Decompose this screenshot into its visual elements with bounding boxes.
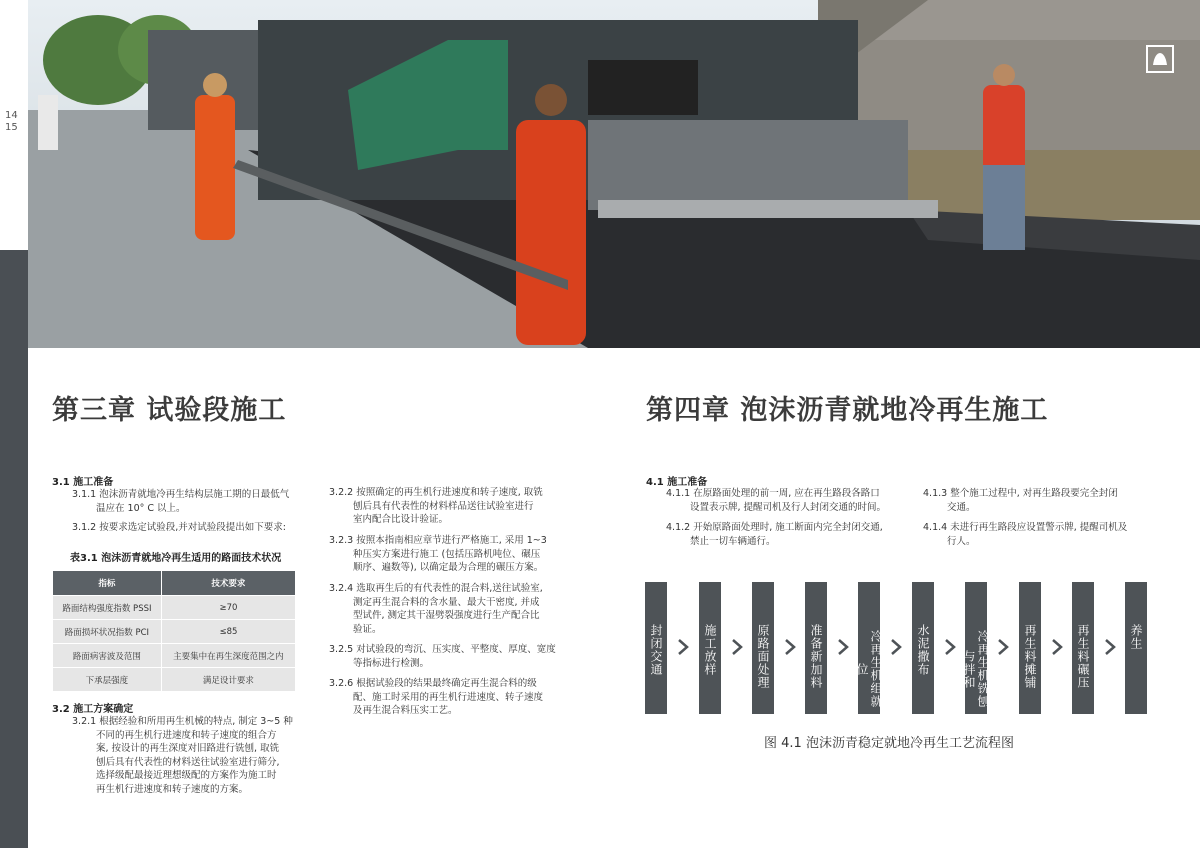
para-4-1-4: 4.1.4 未进行再生路段应设置警示牌, 提醒司机及 行人。 xyxy=(923,522,1128,547)
flow-step-close-traffic: 封闭交通 xyxy=(645,582,667,714)
flow-step-curing: 养生 xyxy=(1125,582,1147,714)
para-3-1-1: 3.1.1 泡沫沥青就地冷再生结构层施工期的日最低气 温应在 10° C 以上。 xyxy=(72,489,290,514)
section-3-1-heading: 3.1 施工准备 xyxy=(52,477,114,488)
process-flow-diagram xyxy=(645,582,1150,714)
pavement-condition-table xyxy=(52,570,296,692)
table-cell: 下承层强度 xyxy=(53,668,162,692)
flow-step-surface-treatment: 原路面处理 xyxy=(752,582,774,714)
flow-arrow-icon xyxy=(784,638,796,656)
flow-step-milling-mixing: 冷再生机铣刨与拌和 xyxy=(965,582,987,714)
page-number-left: 14 xyxy=(5,110,18,121)
table-3-1-title: 表3.1 泡沫沥青就地冷再生适用的路面技术状况 xyxy=(70,553,282,564)
page-number-tab xyxy=(0,0,28,250)
para-4-1-3: 4.1.3 整个施工过程中, 对再生路段要完全封闭 交通。 xyxy=(923,488,1118,513)
para-3-2-6: 3.2.6 根据试验段的结果最终确定再生混合料的级 配、施工时采用的再生机行进速度、转子速度 及再生混合料压实工艺。 xyxy=(329,678,544,716)
construction-photo xyxy=(28,0,1200,348)
table-cell: ≥70 xyxy=(161,596,295,620)
section-4-1-heading: 4.1 施工准备 xyxy=(646,477,708,488)
table-row xyxy=(53,668,296,692)
flow-arrow-icon xyxy=(677,638,689,656)
flow-step-paving: 再生料摊铺 xyxy=(1019,582,1041,714)
para-3-1-2: 3.1.2 按要求选定试验段,并对试验段提出如下要求: xyxy=(72,522,286,533)
table-cell: 路面结构强度指数 PSSI xyxy=(53,596,162,620)
flow-arrow-icon xyxy=(731,638,743,656)
flow-step-rolling: 再生料碾压 xyxy=(1072,582,1094,714)
flow-step-staking: 施工放样 xyxy=(699,582,721,714)
table-cell: 满足设计要求 xyxy=(161,668,295,692)
flow-arrow-icon xyxy=(997,638,1009,656)
flow-step-recycler-position: 冷再生机组就位 xyxy=(858,582,880,714)
page-number-right: 15 xyxy=(5,122,18,133)
table-header-requirement: 技术要求 xyxy=(161,571,295,596)
table-cell: 路面病害波及范围 xyxy=(53,644,162,668)
para-3-2-2: 3.2.2 按照确定的再生机行进速度和转子速度, 取铣 刨后具有代表性的材料样品送往试验室进行 室内配合比设计验证。 xyxy=(329,487,543,525)
flow-arrow-icon xyxy=(1051,638,1063,656)
para-3-2-1: 3.2.1 根据经验和所用再生机械的特点, 制定 3~5 种 不同的再生机行进速度和转子速度的组合方 案, 按设计的再生深度对旧路进行铣刨, 取铣 刨后具有代表性的材料送往试验室进行筛分, 选择级配最接近理想级配的方案作为施工时 再生机行进速度和转子速度的方案。 xyxy=(72,716,293,795)
chapter3-title: 第三章 试验段施工 xyxy=(52,395,287,426)
table-row xyxy=(53,644,296,668)
table-cell: 路面损坏状况指数 PCI xyxy=(53,620,162,644)
table-header-indicator: 指标 xyxy=(53,571,162,596)
para-4-1-1: 4.1.1 在原路面处理的前一周, 应在再生路段各路口 设置表示牌, 提醒司机及行人封闭交通的时间。 xyxy=(666,488,887,513)
para-3-2-4: 3.2.4 选取再生后的有代表性的混合料,送往试验室, 测定再生混合料的含水量、最大干密度, 并成 型试件, 测定其干湿劈裂强度进行生产配合比 验证。 xyxy=(329,583,543,635)
flow-step-cement-spread: 水泥撒布 xyxy=(912,582,934,714)
flow-arrow-icon xyxy=(1104,638,1116,656)
publisher-logo-icon xyxy=(1146,45,1174,73)
flow-arrow-icon xyxy=(944,638,956,656)
figure-4-1-caption: 图 4.1 泡沫沥青稳定就地冷再生工艺流程图 xyxy=(764,736,1014,751)
table-row xyxy=(53,596,296,620)
para-4-1-2: 4.1.2 开始原路面处理时, 施工断面内完全封闭交通, 禁止一切车辆通行。 xyxy=(666,522,883,547)
section-3-2-heading: 3.2 施工方案确定 xyxy=(52,704,134,715)
chapter4-title: 第四章 泡沫沥青就地冷再生施工 xyxy=(646,395,1049,426)
para-3-2-3: 3.2.3 按照本指南相应章节进行严格施工, 采用 1~3 种压实方案进行施工 (包括压路机吨位、碾压 顺序、遍数等), 以确定最为合理的碾压方案。 xyxy=(329,535,547,573)
flow-arrow-icon xyxy=(837,638,849,656)
flow-arrow-icon xyxy=(890,638,902,656)
table-cell: ≤85 xyxy=(161,620,295,644)
flow-step-prepare-material: 准备新加料 xyxy=(805,582,827,714)
table-row xyxy=(53,620,296,644)
table-cell: 主要集中在再生深度范围之内 xyxy=(161,644,295,668)
para-3-2-5: 3.2.5 对试验段的弯沉、压实度、平整度、厚度、宽度 等指标进行检测。 xyxy=(329,644,556,669)
